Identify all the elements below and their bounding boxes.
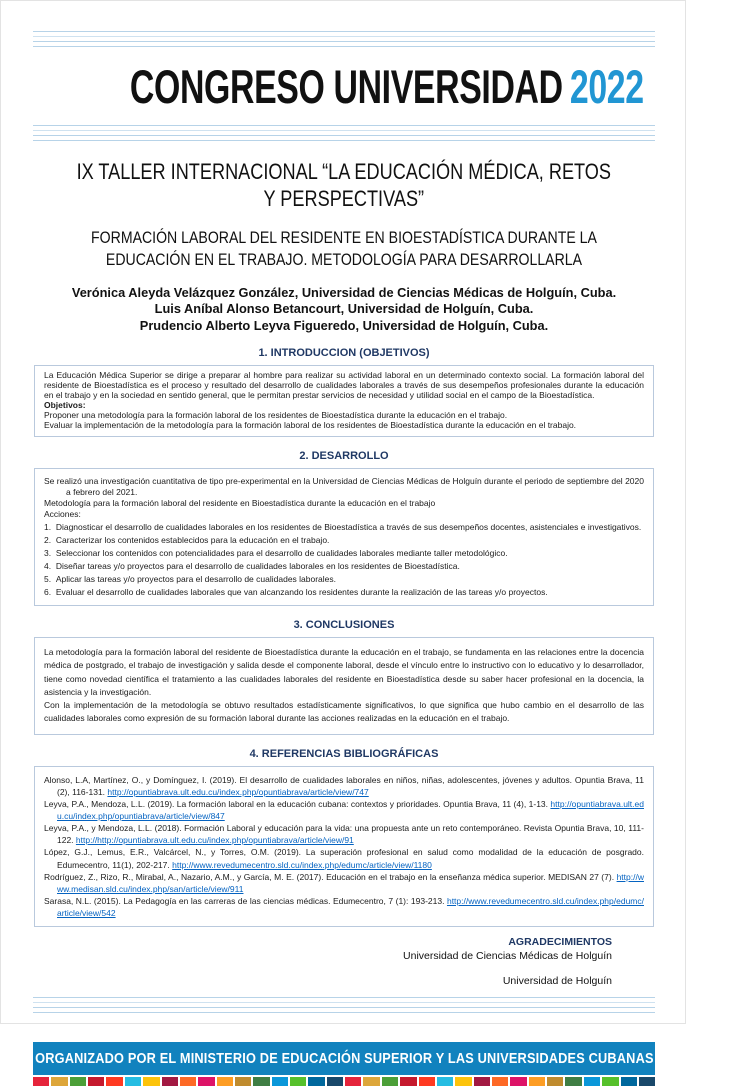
introduccion-paragraph: La Educación Médica Superior se dirige a preparar al hombre para realizar su actividad laboral en un determinado contexto social. La formación laboral del residente de Bioestadística es el proceso y resultado del desarrollo de cualidades laborales a través de sus desempeños profesionales durante la educación en el trabajo y en la sociedad en sentido general, que le permitan prestar servicios de necesidad y utilidad social en el campo de la Bioestadística. <box>44 370 644 401</box>
agradecimientos-heading: AGRADECIMIENTOS <box>508 936 612 949</box>
work-title <box>50 227 638 272</box>
accion-item: Caracterizar los contenidos establecidos para la educación en el trabajo. <box>55 534 330 545</box>
sdg-segment <box>419 1077 435 1086</box>
sdg-segment <box>492 1077 508 1086</box>
section-heading-referencias: 4. REFERENCIAS BIBLIOGRÁFICAS <box>249 747 439 760</box>
sdg-segment <box>88 1077 104 1086</box>
sdg-segment <box>51 1077 67 1086</box>
reference-entry <box>44 846 644 870</box>
sdg-segment <box>474 1077 490 1086</box>
reference-text: Rodríguez, Z., Rizo, R., Mirabal, A., Nazario, A.M., y García, M. E. (2017). Educación en el trabajo en la enseñanza médica superior. MEDISAN 27 (7). <box>44 871 615 882</box>
poster-page <box>1 1 687 1067</box>
congress-title-text: CONGRESO UNIVERSIDAD <box>129 60 563 113</box>
reference-link[interactable]: http://www.revedumecentro.sld.cu/index.php/edumc/article/view/1180 <box>172 859 432 870</box>
conclusion-paragraph: La metodología para la formación laboral del residente de Bioestadística durante la educación en el trabajo, se fundamenta en las relaciones entre la docencia médica de postgrado, el trabajo de investigación y salida desde el componente laboral, desde el vínculo entre lo instructivo con lo educativo y lo desarrollador, tiene como novedad científica el tratamiento a las cualidades laborales del residente en Bioestadística desde su saber hacer profesional en la docencia, la asistencia y la investigación. <box>44 647 644 697</box>
reference-link[interactable]: http://http://opuntiabrava.ult.edu.cu/index.php/opuntiabrava/article/view/91 <box>75 835 354 846</box>
reference-entry <box>44 774 644 798</box>
sdg-segment <box>180 1077 196 1086</box>
sdg-segment <box>345 1077 361 1086</box>
sdg-segment <box>437 1077 453 1086</box>
sdg-strip <box>33 1077 655 1086</box>
sdg-segment <box>400 1077 416 1086</box>
reference-text: López, G.J., Lemus, E.R., Valcárcel, N., y Torres, O.M. (2019). La superación profesional en salud como modalidad de la educación de posgrado. Edumecentro, 11(1), 202-217. <box>44 847 644 870</box>
sdg-segment <box>125 1077 141 1086</box>
sdg-segment <box>584 1077 600 1086</box>
decorative-rules-footer <box>30 997 658 1013</box>
reference-link[interactable]: http://www.revedumecentro.sld.cu/index.php/edumc/article/view/542 <box>57 895 644 919</box>
agradecimientos-block <box>30 936 658 987</box>
accion-item: Diagnosticar el desarrollo de cualidades laborales en los residentes de Bioestadística a través de sus desempeños docentes, asistenciales e investigativos. <box>55 521 642 532</box>
reference-text: Sarasa, N.L. (2015). La Pedagogía en las carreras de las ciencias médicas. Edumecentro, 7 (1): 193-213. <box>44 895 445 906</box>
reference-entry <box>44 895 644 919</box>
sdg-segment <box>363 1077 379 1086</box>
decorative-rules-top <box>30 1 658 47</box>
objetivo-line: Evaluar la implementación de la metodología para la formación laboral de los residentes de Bioestadística durante la educación en el trabajo. <box>44 419 577 430</box>
organizer-banner-text: ORGANIZADO POR EL MINISTERIO DE EDUCACIÓN SUPERIOR Y LAS UNIVERSIDADES CUBANAS <box>34 1050 654 1067</box>
objetivos-label: Objetivos: <box>44 399 86 410</box>
conclusiones-box <box>34 637 654 735</box>
reference-link[interactable]: http://opuntiabrava.ult.edu.cu/index.php/opuntiabrava/article/view/847 <box>57 798 644 821</box>
sdg-segment <box>510 1077 526 1086</box>
author-line: Verónica Aleyda Velázquez González, Universidad de Ciencias Médicas de Holguín, Cuba. <box>71 284 617 300</box>
accion-item: Evaluar el desarrollo de cualidades laborales que van alcanzando los residentes durante la realización de las tareas y/o proyectos. <box>55 586 548 597</box>
objetivo-line: Proponer una metodología para la formación laboral de los residentes de Bioestadística durante la educación en el trabajo. <box>44 409 508 420</box>
metodologia-line: Metodología para la formación laboral del residente en Bioestadística durante la educación en el trabajo <box>44 497 436 508</box>
section-heading-desarrollo: 2. DESARROLLO <box>299 449 389 462</box>
sdg-segment <box>382 1077 398 1086</box>
sdg-segment <box>217 1077 233 1086</box>
accion-item: Seleccionar los contenidos con potencialidades para el desarrollo de cualidades laborales mediante taller metodológico. <box>55 547 508 558</box>
sdg-segment <box>621 1077 637 1086</box>
agradecimientos-lines <box>30 950 612 987</box>
sdg-segment <box>602 1077 618 1086</box>
sdg-segment <box>198 1077 214 1086</box>
introduccion-box <box>34 365 654 436</box>
sdg-segment <box>639 1077 655 1086</box>
decorative-rules-header-bottom <box>30 125 658 141</box>
accion-item: Aplicar las tareas y/o proyectos para el desarrollo de cualidades laborales. <box>55 573 337 584</box>
sdg-segment <box>565 1077 581 1086</box>
author-line: Luis Aníbal Alonso Betancourt, Universidad de Holguín, Cuba. <box>154 301 534 317</box>
sdg-segment <box>547 1077 563 1086</box>
sdg-segment <box>106 1077 122 1086</box>
section-heading-introduccion: 1. INTRODUCCION (OBJETIVOS) <box>258 347 430 360</box>
agradecimiento-line: Universidad de Holguín <box>502 975 612 988</box>
reference-text: Leyva, P.A., y Mendoza, L.L. (2018). Formación Laboral y educación para la vida: una propuesta ante un reto contemporáneo. Revista Opuntia Brava, 10, 111-122. <box>44 823 644 846</box>
sdg-segment <box>272 1077 288 1086</box>
sdg-segment <box>327 1077 343 1086</box>
referencias-box <box>34 766 654 928</box>
sdg-segment <box>455 1077 471 1086</box>
author-line: Prudencio Alberto Leyva Figueredo, Universidad de Holguín, Cuba. <box>139 317 549 333</box>
sdg-segment <box>529 1077 545 1086</box>
section-heading-conclusiones: 3. CONCLUSIONES <box>293 619 395 632</box>
objetivos-list <box>44 411 644 431</box>
acciones-list <box>44 522 644 598</box>
sdg-segment <box>253 1077 269 1086</box>
reference-text: Alonso, L.A, Martínez, O., y Domínguez, I. (2019). El desarrollo de cualidades laborales en niños, niñas, adolescentes, jóvenes y adultos. Opuntia Brava, 11 (2), 116-131. <box>44 774 644 797</box>
agradecimiento-line: Universidad de Ciencias Médicas de Holguín <box>403 950 612 963</box>
desarrollo-box <box>34 468 654 606</box>
conclusion-paragraph: Con la implementación de la metodología se obtuvo resultados estadísticamente significativos, lo que significa que hubo cambio en el desarrollo de las cualidades laborales como expresión de su formación laboral durante las acciones realizadas en la educación en el trabajo. <box>44 700 644 724</box>
sdg-segment <box>70 1077 86 1086</box>
reference-entry <box>44 822 644 846</box>
reference-text: Leyva, P.A., Mendoza, L.L. (2019). La formación laboral en la educación cubana: contextos y prioridades. Opuntia Brava, 11 (4), 1-13. <box>44 798 549 809</box>
event-title <box>74 158 614 212</box>
authors-list <box>30 285 658 335</box>
sdg-segment <box>308 1077 324 1086</box>
sdg-segment <box>33 1077 49 1086</box>
desarrollo-paragraph: Se realizó una investigación cuantitativa de tipo pre-experimental en la Universidad de Ciencias Médicas de Holguín durante el periodo de septiembre del 2020 a febrero del 2021. <box>44 475 644 497</box>
event-title-text: IX TALLER INTERNACIONAL “LA EDUCACIÓN MÉDICA, RETOS Y PERSPECTIVAS” <box>76 159 612 211</box>
congress-year: 2022 <box>569 60 644 113</box>
reference-entry <box>44 871 644 895</box>
reference-link[interactable]: http://opuntiabrava.ult.edu.cu/index.php/opuntiabrava/article/view/747 <box>107 786 369 797</box>
sdg-segment <box>235 1077 251 1086</box>
reference-entry <box>44 798 644 822</box>
accion-item: Diseñar tareas y/o proyectos para el desarrollo de cualidades laborales en los residentes de Bioestadística. <box>55 560 460 571</box>
acciones-label: Acciones: <box>44 508 81 519</box>
congress-title <box>30 58 658 116</box>
sdg-segment <box>290 1077 306 1086</box>
work-title-text: FORMACIÓN LABORAL DEL RESIDENTE EN BIOESTADÍSTICA DURANTE LA EDUCACIÓN EN EL TRABAJO. METODOLOGÍA PARA DESARROLLARLA <box>91 229 597 270</box>
organizer-banner <box>33 1042 655 1075</box>
sdg-segment <box>143 1077 159 1086</box>
reference-link[interactable]: http://www.medisan.sld.cu/index.php/san/article/view/911 <box>57 871 644 894</box>
sdg-segment <box>162 1077 178 1086</box>
